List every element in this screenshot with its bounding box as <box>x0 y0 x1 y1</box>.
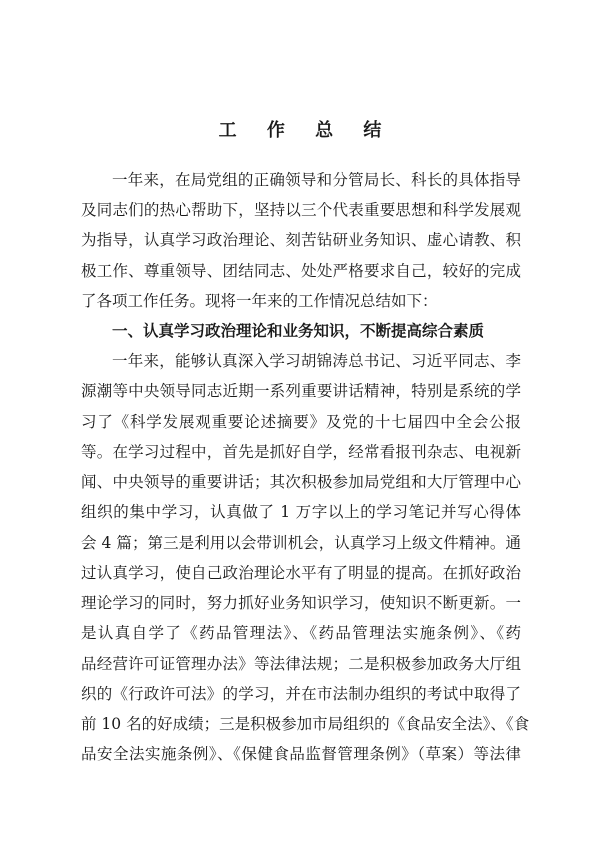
section-heading: 一、认真学习政治理论和业务知识，不断提高综合素质 <box>112 321 485 340</box>
paragraph-line: 组织的集中学习，认真做了 1 万字以上的学习笔记并写心得体 <box>81 503 521 521</box>
paragraph-line: 源潮等中央领导同志近期一系列重要讲话精神，特别是系统的学 <box>81 382 521 400</box>
paragraph-line: 是认真自学了《药品管理法》、《药品管理法实施条例》、《药 <box>81 624 521 642</box>
paragraph-line: 极工作、尊重领导、团结同志、处处严格要求自己，较好的完成 <box>81 262 521 280</box>
paragraph-line: 等。在学习过程中，首先是抓好自学，经常看报刊杂志、电视新 <box>81 443 521 461</box>
paragraph-line: 及同志们的热心帮助下，坚持以三个代表重要思想和科学发展观 <box>81 201 521 219</box>
paragraph-line: 为指导，认真学习政治理论、刻苦钻研业务知识、虚心请教、积 <box>81 231 521 249</box>
document-title: 工 作 总 结 <box>218 120 394 141</box>
paragraph-line: 品经营许可证管理办法》等法律法规；二是积极参加政务大厅组 <box>81 655 521 673</box>
paragraph-line: 织的《行政许可法》的学习，并在市法制办组织的考试中取得了 <box>81 685 521 703</box>
paragraph-line: 过认真学习，使自己政治理论水平有了明显的提高。在抓好政治 <box>81 564 521 582</box>
paragraph-line: 前 10 名的好成绩；三是积极参加市局组织的《食品安全法》、《食 <box>81 715 530 733</box>
paragraph-line: 理论学习的同时，努力抓好业务知识学习，使知识不断更新。一 <box>81 594 521 612</box>
paragraph-line: 会 4 篇；第三是利用以会带训机会，认真学习上级文件精神。通 <box>81 534 521 552</box>
paragraph-line: 品安全法实施条例》、《保健食品监督管理条例》（草案）等法律 <box>81 745 521 763</box>
paragraph-line: 闻、中央领导的重要讲话；其次积极参加局党组和大厅管理中心 <box>81 473 521 491</box>
paragraph-line: 一年来，在局党组的正确领导和分管局长、科长的具体指导 <box>112 171 521 189</box>
paragraph-line: 了各项工作任务。现将一年来的工作情况总结如下： <box>81 292 438 310</box>
paragraph-line: 习了《科学发展观重要论述摘要》及党的十七届四中全会公报 <box>81 413 521 431</box>
paragraph-line: 一年来，能够认真深入学习胡锦涛总书记、习近平同志、李 <box>112 352 521 370</box>
